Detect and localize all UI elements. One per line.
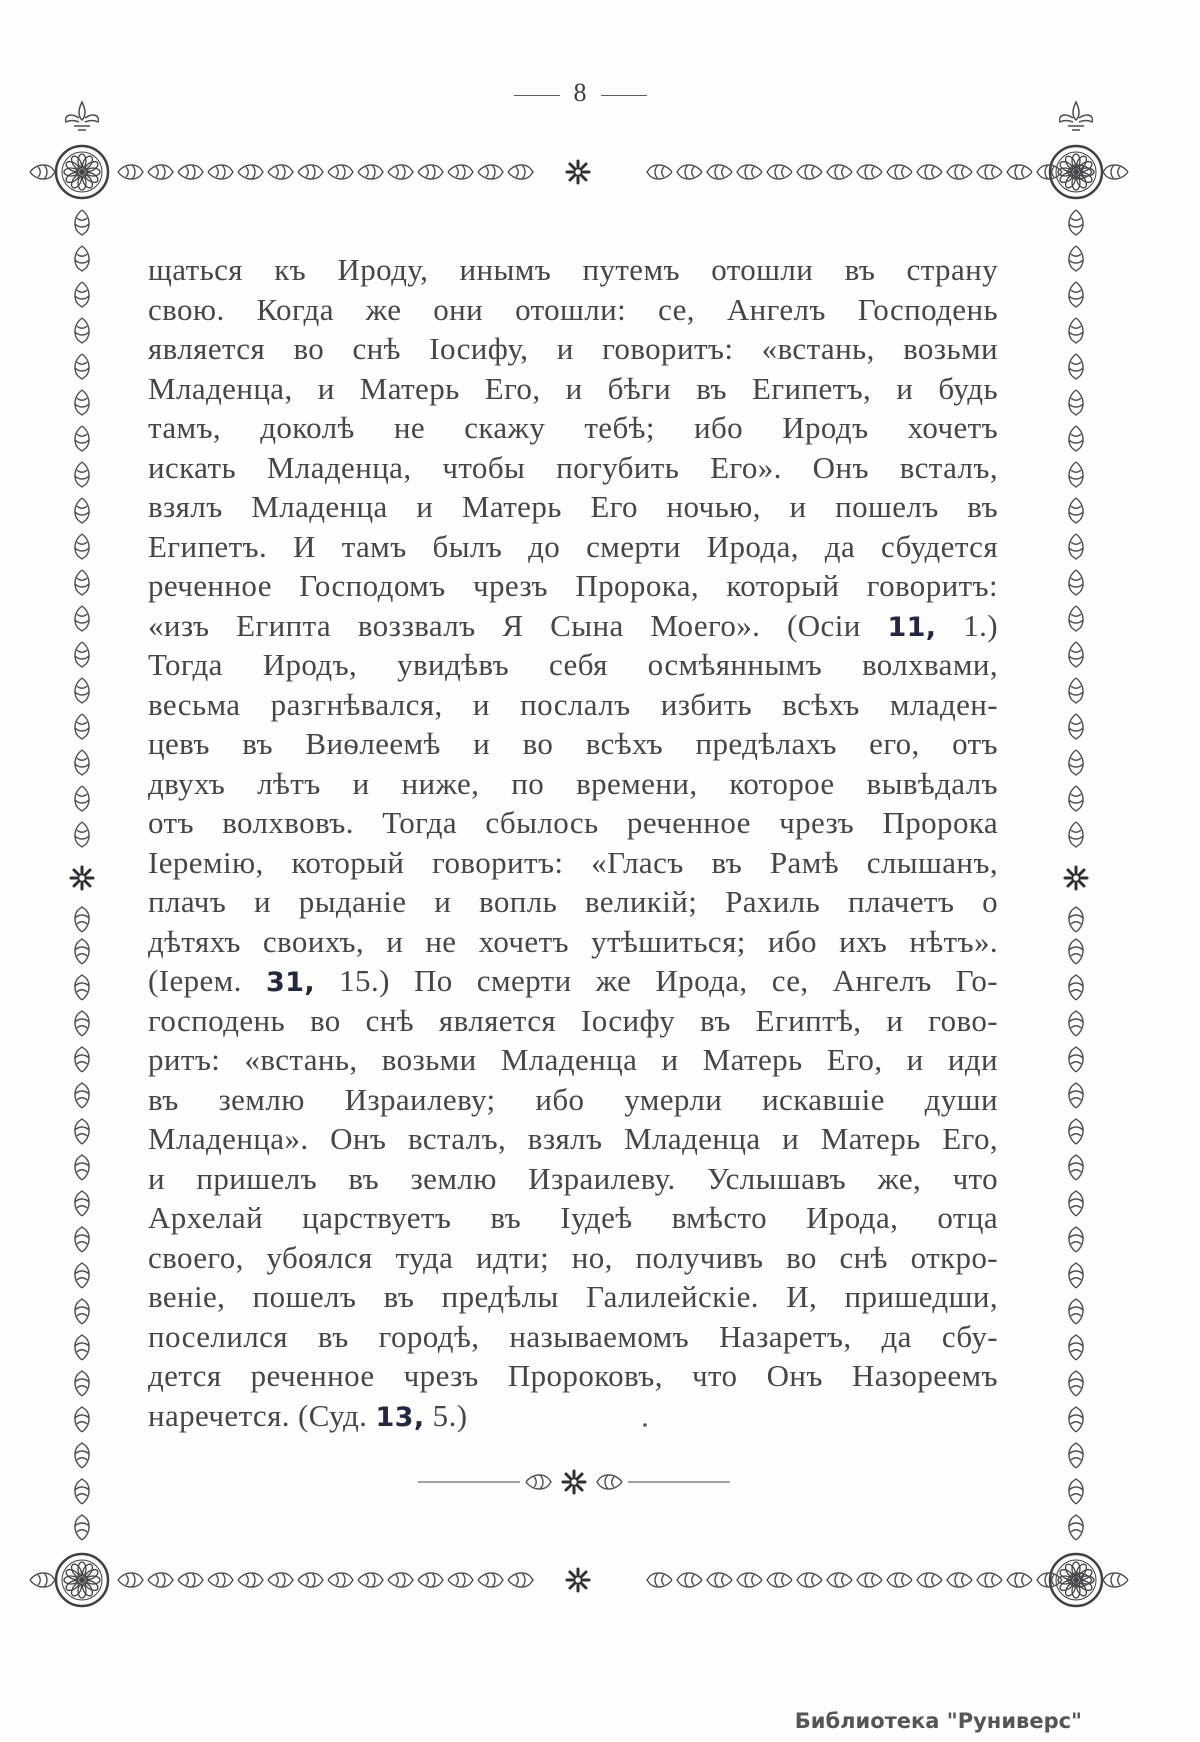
text-line: Младенца». Онъ всталъ, взялъ Младенца и Матерь Его, — [148, 1121, 998, 1156]
text-line: поселился въ городѣ, называемомъ Назаретъ, да сбу- — [148, 1318, 998, 1354]
text-line: веніе, пошелъ въ предѣлы Галилейскіе. И, пришедши, — [148, 1279, 998, 1314]
corner-rosette-top-left — [56, 146, 108, 198]
corner-rosette-bottom-left — [56, 1554, 108, 1606]
crown-ornament-top-right — [1060, 102, 1093, 130]
text-line: щаться къ Ироду, инымъ путемъ отошли въ страну — [148, 252, 998, 287]
text-line: двухъ лѣтъ и ниже, по времени, которое вывѣдалъ — [148, 765, 998, 801]
text-line-part: (Iерем. — [148, 963, 266, 998]
scripture-ref-chapter: 13, — [375, 1401, 425, 1433]
text-line: въ землю Израилеву; ибо умерли искавшіе души — [148, 1081, 998, 1117]
top-border — [118, 161, 1092, 183]
text-line-part: «изъ Египта воззвалъ Я Сына Моего». (Осіи — [148, 607, 888, 643]
text-line-judges-ref — [148, 1396, 998, 1436]
text-line: плачъ и рыданіе и вопль великій; Рахиль плачетъ о — [148, 884, 998, 919]
text-line: и пришелъ въ землю Израилеву. Услышавъ же, что — [148, 1160, 998, 1196]
tailpiece-ornament — [418, 1471, 730, 1493]
bottom-border — [118, 1569, 1092, 1591]
text-line: господень во снѣ является Іосифу въ Египтѣ, и гово- — [148, 1002, 998, 1038]
text-line: ритъ: «встань, возьми Младенца и Матерь Его, и иди — [148, 1042, 998, 1077]
right-border — [1065, 210, 1087, 1540]
text-line: тамъ, доколѣ не скажу тебѣ; ибо Иродъ хочетъ — [148, 410, 998, 445]
text-line: Тогда Иродъ, увидѣвъ себя осмѣяннымъ волхвами, — [148, 647, 998, 682]
text-line: дѣтяхъ своихъ, и не хочетъ утѣшиться; ибо ихъ нѣтъ». — [148, 923, 998, 959]
text-line: своего, убоялся туда идти; но, получивъ во снѣ откро- — [148, 1239, 998, 1275]
left-border — [71, 210, 93, 1540]
text-line: Младенца, и Матерь Его, и бѣги въ Египетъ, и будь — [148, 370, 998, 406]
text-line-part: наречется. (Суд. — [148, 1397, 376, 1433]
scripture-ref-chapter: 11, — [887, 611, 937, 643]
text-line-jeremiah-ref — [148, 961, 998, 1001]
library-watermark: Библиотека "Руниверс" — [794, 1709, 1082, 1733]
text-line: отъ волхвовъ. Тогда сбылось реченное чрезъ Пророка — [148, 805, 998, 840]
corner-rosette-top-right — [1050, 146, 1102, 198]
text-line: цевъ въ Виѳлеемѣ и во всѣхъ предѣлахъ его, отъ — [148, 726, 998, 761]
scripture-ref-verse: 15.) По смерти же Ирода, се, Ангелъ Го- — [315, 963, 998, 998]
text-line: искать Младенца, чтобы погубить Его». Онъ всталъ, — [148, 449, 998, 485]
text-line: весьма разгнѣвался, и послалъ избить всѣхъ младен- — [148, 686, 998, 722]
text-line: является во снѣ Іосифу, и говоритъ: «встань, возьми — [148, 331, 998, 366]
scripture-ref-verse: 1.) — [936, 607, 998, 643]
text-line: Египетъ. И тамъ былъ до смерти Ирода, да сбудется — [148, 528, 998, 564]
text-line: Архелай царствуетъ въ Іудеѣ вмѣсто Ирода, отца — [148, 1200, 998, 1235]
text-line: свою. Когда же они отошли: се, Ангелъ Господень — [148, 291, 998, 327]
scripture-ref-chapter: 31, — [265, 967, 316, 998]
corner-rosette-bottom-right — [1050, 1554, 1102, 1606]
text-line: реченное Господомъ чрезъ Пророка, который говоритъ: — [148, 568, 998, 603]
text-line: дется реченное чрезъ Пророковъ, что Онъ Назореемъ — [148, 1358, 998, 1393]
text-line: Іеремію, который говоритъ: «Гласъ въ Рамѣ слышанъ, — [148, 844, 998, 880]
text-line: взялъ Младенца и Матерь Его ночью, и пошелъ въ — [148, 489, 998, 524]
scripture-ref-verse: 5.) — [424, 1397, 468, 1433]
text-line-hosea-ref — [148, 606, 998, 646]
crown-ornament-top-left — [66, 102, 99, 130]
body-text — [148, 250, 998, 1435]
page-number-text: 8 — [573, 78, 587, 107]
